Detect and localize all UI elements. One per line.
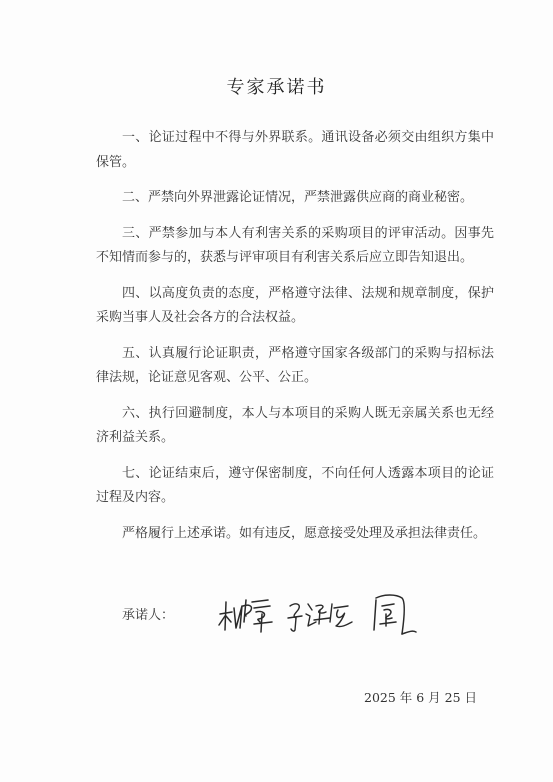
commitment-item-4: 四、以高度负责的态度，严格遵守法律、法规和规章制度，保护采购当事人及社会各方的合法权益。 xyxy=(96,285,494,325)
handwritten-signature-3 xyxy=(368,590,420,640)
closing-statement: 严格履行上述承诺。如有违反，愿意接受处理及承担法律责任。 xyxy=(122,525,487,541)
document-date: 2025 年 6 月 25 日 xyxy=(364,690,478,705)
commitment-item-2: 二、严禁向外界泄露论证情况，严禁泄露供应商的商业秘密。 xyxy=(122,190,474,205)
commitment-item-3: 三、严禁参加与本人有利害关系的采购项目的评审活动。因事先不知情而参与的，获悉与评审项目有利害关系后应立即告知退出。 xyxy=(96,225,494,265)
commitment-item-7: 七、论证结束后，遵守保密制度，不向任何人透露本项目的论证过程及内容。 xyxy=(96,465,494,505)
handwritten-signature-1 xyxy=(216,592,276,636)
commitment-item-6: 六、执行回避制度，本人与本项目的采购人既无亲属关系也无经济利益关系。 xyxy=(96,405,494,445)
document-title: 专家承诺书 xyxy=(226,77,327,98)
commitment-body xyxy=(96,126,494,557)
handwritten-signature-2 xyxy=(286,596,354,636)
signer-label: 承诺人： xyxy=(122,608,175,623)
commitment-item-1: 一、论证过程中不得与外界联系。通讯设备必须交由组织方集中保管。 xyxy=(96,130,494,170)
commitment-item-5: 五、认真履行论证职责，严格遵守国家各级部门的采购与招标法律法规，论证意见客观、公平、公正。 xyxy=(96,345,494,385)
